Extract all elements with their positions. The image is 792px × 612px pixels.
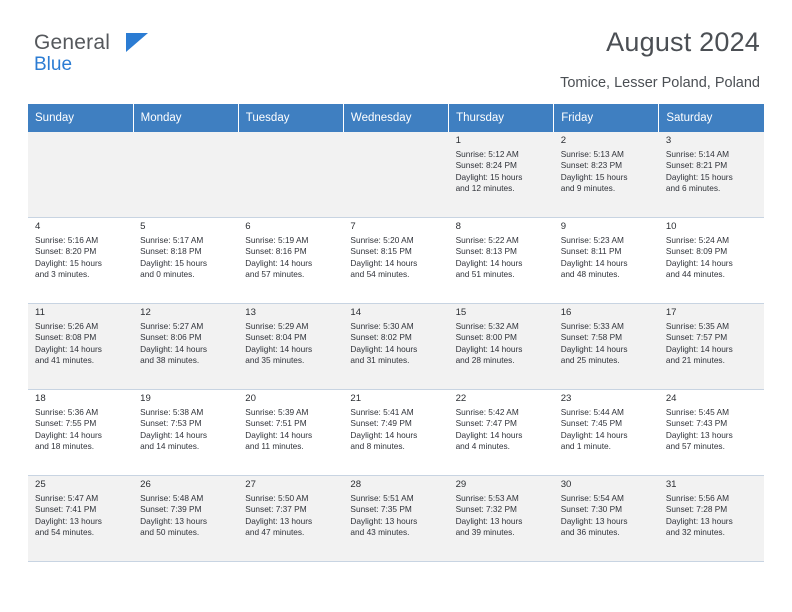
calendar-day-cell [659,132,764,218]
calendar-day-info-line: Sunrise: 5:35 AM [665,320,730,331]
calendar-day-number: 16 [560,307,572,318]
calendar-day-info [35,321,127,367]
calendar-day-info-line: Sunrise: 5:24 AM [665,234,730,245]
calendar-day-info [245,321,337,367]
calendar-day-info [666,149,758,195]
calendar-day-info [456,493,548,539]
calendar-day-info-line: Daylight: 15 hours [455,171,523,182]
calendar-day-info-line: Sunset: 7:41 PM [35,504,97,515]
triangle-logo-mark-icon [126,33,148,52]
calendar-day-info-line: and 4 minutes. [455,441,510,452]
calendar-day-cell [554,390,659,476]
calendar-day-info-line: Sunrise: 5:26 AM [35,320,99,331]
calendar-day-info [350,321,442,367]
calendar-day-info-line: Sunrise: 5:38 AM [140,406,204,417]
calendar-day-cell [28,390,133,476]
calendar-day-cell [659,476,764,562]
calendar-day-info-line: Sunset: 7:49 PM [350,418,412,429]
calendar-day-number: 3 [665,135,672,146]
calendar-day-info-line: and 1 minute. [560,441,611,452]
logo-text-blue: Blue [34,54,73,75]
calendar-day-info-line: Sunrise: 5:33 AM [560,320,624,331]
calendar-day-info-line: Sunset: 7:53 PM [140,418,202,429]
calendar-day-info-line: Sunset: 8:18 PM [140,246,202,257]
weekday-header-tuesday: Tuesday [238,104,343,132]
calendar-day-info [456,321,548,367]
calendar-day-info-line: Sunset: 8:16 PM [245,246,307,257]
calendar-day-info-line: Sunset: 8:09 PM [665,246,728,257]
calendar-day-info-line: Sunrise: 5:27 AM [140,320,204,331]
calendar-day-cell [238,390,343,476]
calendar-day-cell [449,218,554,304]
calendar-day-info-line: and 6 minutes. [665,183,721,194]
page-title: August 2024 [606,27,760,57]
calendar-table [28,104,764,562]
calendar-day-info-line: and 57 minutes. [245,269,305,280]
calendar-day-number: 5 [140,221,146,232]
calendar-day-info-line: Daylight: 14 hours [35,429,102,440]
calendar-day-cell [238,218,343,304]
calendar-day-info-line: Sunset: 7:51 PM [245,418,307,429]
calendar-cell-empty [133,132,238,218]
calendar-day-info-line: Sunrise: 5:23 AM [560,234,624,245]
calendar-day-number: 1 [455,135,461,146]
calendar-day-cell [343,390,448,476]
calendar-day-cell [554,304,659,390]
calendar-day-number: 12 [140,307,151,318]
weekday-header-monday: Monday [133,104,238,132]
weekday-header-saturday: Saturday [659,104,764,132]
calendar-day-info-line: Sunrise: 5:19 AM [245,234,309,245]
calendar-day-info-line: Sunrise: 5:45 AM [665,406,730,417]
calendar-day-info-line: and 14 minutes. [140,441,200,452]
calendar-day-cell [449,390,554,476]
calendar-day-info-line: and 31 minutes. [350,355,410,366]
calendar-cell-empty [28,132,133,218]
calendar-day-info [666,493,758,539]
calendar-day-info [666,407,758,453]
calendar-day-info-line: Daylight: 13 hours [665,515,733,526]
calendar-day-info-line: and 35 minutes. [245,355,305,366]
weekday-header-sunday: Sunday [28,104,133,132]
calendar-day-info-line: Sunset: 8:04 PM [245,332,307,343]
weekday-header-friday: Friday [554,104,659,132]
calendar-day-info-line: Sunrise: 5:29 AM [245,320,309,331]
calendar-day-info-line: and 3 minutes. [35,269,90,280]
calendar-day-number: 22 [455,393,467,404]
calendar-day-info-line: Sunset: 8:20 PM [35,246,97,257]
calendar-day-info-line: and 8 minutes. [350,441,405,452]
calendar-day-info-line: and 41 minutes. [35,355,95,366]
calendar-day-info-line: Daylight: 15 hours [140,257,208,268]
calendar-day-info-line: and 12 minutes. [455,183,515,194]
calendar-day-info-line: Daylight: 14 hours [245,429,313,440]
calendar-day-info-line: Daylight: 13 hours [350,515,418,526]
calendar-day-info-line: and 47 minutes. [245,527,305,538]
calendar-day-info-line: Sunrise: 5:56 AM [665,492,730,503]
calendar-day-info-line: Sunset: 8:24 PM [455,160,517,171]
calendar-day-info-line: Daylight: 14 hours [665,343,733,354]
calendar-day-info-line: Daylight: 13 hours [245,515,313,526]
calendar-day-number: 31 [665,479,677,490]
calendar-day-cell [554,132,659,218]
calendar-day-number: 15 [455,307,467,318]
calendar-day-info-line: and 51 minutes. [455,269,515,280]
calendar-day-info-line: Sunset: 7:37 PM [245,504,307,515]
calendar-day-info [35,235,127,281]
calendar-day-number: 18 [35,393,46,404]
calendar-day-info-line: and 36 minutes. [560,527,620,538]
calendar-day-info [140,407,232,453]
calendar-day-info-line: Sunrise: 5:54 AM [560,492,624,503]
calendar-day-cell [238,476,343,562]
calendar-day-info-line: Sunrise: 5:41 AM [350,406,414,417]
calendar-cell-empty [343,132,448,218]
calendar-day-cell [133,476,238,562]
weekday-header-thursday: Thursday [449,104,554,132]
calendar-day-info-line: Daylight: 14 hours [140,429,208,440]
calendar-day-number: 27 [245,479,256,490]
logo[interactable] [34,32,154,78]
calendar-day-cell [343,218,448,304]
calendar-week-row [28,390,764,476]
calendar-day-info-line: Daylight: 13 hours [665,429,733,440]
calendar-day-info [561,235,653,281]
calendar-day-info-line: Daylight: 13 hours [560,515,628,526]
page-location: Tomice, Lesser Poland, Poland [560,75,760,91]
calendar-day-info-line: and 54 minutes. [35,527,95,538]
calendar-day-info-line: Sunset: 7:39 PM [140,504,202,515]
calendar-day-number: 2 [560,135,567,146]
calendar-day-info-line: Sunset: 7:43 PM [665,418,728,429]
calendar-day-number: 23 [560,393,572,404]
calendar-day-info-line: Daylight: 14 hours [350,343,418,354]
calendar-day-info-line: Daylight: 14 hours [350,257,418,268]
calendar-day-info-line: Sunset: 7:47 PM [455,418,517,429]
calendar-day-number: 21 [350,393,362,404]
calendar-week-row [28,304,764,390]
calendar-day-info [456,235,548,281]
calendar-day-number: 10 [665,221,677,232]
calendar-day-info-line: and 18 minutes. [35,441,95,452]
calendar-day-info-line: Sunset: 7:45 PM [560,418,623,429]
calendar-day-cell [343,304,448,390]
calendar-day-info-line: and 57 minutes. [665,441,725,452]
calendar-day-info [561,407,653,453]
calendar-day-cell [28,476,133,562]
calendar-day-cell [554,476,659,562]
calendar-day-info [456,407,548,453]
calendar-day-number: 4 [35,221,41,232]
calendar-day-info-line: Sunset: 8:23 PM [560,160,623,171]
calendar-day-info [561,149,653,195]
calendar-day-info-line: and 44 minutes. [665,269,725,280]
calendar-day-info-line: Sunset: 7:30 PM [560,504,623,515]
calendar-day-info [561,493,653,539]
calendar-day-info-line: Sunset: 7:57 PM [665,332,728,343]
calendar-day-info-line: Sunset: 7:55 PM [35,418,97,429]
calendar-day-number: 13 [245,307,256,318]
calendar-day-info-line: and 54 minutes. [350,269,410,280]
calendar-day-cell [343,476,448,562]
calendar-day-cell [449,476,554,562]
calendar-day-info-line: Sunset: 7:28 PM [665,504,728,515]
calendar-day-info-line: Daylight: 15 hours [35,257,102,268]
calendar-day-number: 24 [665,393,677,404]
calendar-day-info-line: Sunrise: 5:47 AM [35,492,99,503]
calendar-day-cell [28,218,133,304]
calendar-day-info [666,235,758,281]
calendar-day-info [140,321,232,367]
calendar-day-number: 26 [140,479,151,490]
calendar-day-number: 20 [245,393,256,404]
calendar-day-info [140,493,232,539]
calendar-day-info-line: Sunset: 8:00 PM [455,332,517,343]
calendar-day-cell [449,304,554,390]
calendar-day-cell [133,218,238,304]
calendar-day-info-line: Daylight: 14 hours [350,429,418,440]
calendar-day-info [350,235,442,281]
calendar-day-number: 28 [350,479,362,490]
calendar-day-info-line: Daylight: 15 hours [665,171,733,182]
calendar-day-info-line: Daylight: 14 hours [560,257,628,268]
calendar-day-info [35,407,127,453]
calendar-week-row [28,218,764,304]
page-header [28,0,764,96]
calendar-day-info-line: Sunrise: 5:53 AM [455,492,519,503]
calendar-day-info-line: Sunrise: 5:30 AM [350,320,414,331]
calendar-day-info-line: Sunrise: 5:16 AM [35,234,99,245]
logo-text-general: General [34,31,111,54]
calendar-day-info [245,407,337,453]
calendar-day-info-line: Daylight: 14 hours [245,257,313,268]
calendar-day-info-line: Sunrise: 5:44 AM [560,406,624,417]
calendar-day-info-line: and 11 minutes. [245,441,304,452]
calendar-day-number: 29 [455,479,467,490]
calendar-day-info-line: Sunset: 7:32 PM [455,504,517,515]
calendar-day-number: 19 [140,393,151,404]
weekday-header-row [28,104,764,132]
calendar-day-info-line: and 9 minutes. [560,183,616,194]
calendar-day-info-line: Sunset: 7:35 PM [350,504,412,515]
calendar-day-cell [133,390,238,476]
calendar-day-info-line: Sunrise: 5:51 AM [350,492,414,503]
calendar-day-info-line: Sunrise: 5:32 AM [455,320,519,331]
calendar-day-info-line: Daylight: 14 hours [245,343,313,354]
calendar-day-number: 14 [350,307,362,318]
weekday-header-wednesday: Wednesday [343,104,448,132]
calendar-day-info-line: Daylight: 14 hours [560,429,628,440]
calendar-day-cell [554,218,659,304]
calendar-week-row [28,132,764,218]
calendar-day-info-line: and 32 minutes. [665,527,725,538]
calendar-day-info-line: Sunrise: 5:20 AM [350,234,414,245]
calendar-day-info-line: Sunset: 8:02 PM [350,332,412,343]
calendar-day-info-line: Sunrise: 5:42 AM [455,406,519,417]
calendar-day-info-line: Sunset: 8:08 PM [35,332,97,343]
calendar-day-info-line: Daylight: 14 hours [35,343,102,354]
calendar-day-info [456,149,548,195]
calendar-day-info [140,235,232,281]
calendar-day-info-line: Daylight: 13 hours [35,515,102,526]
calendar-day-info-line: Sunrise: 5:36 AM [35,406,99,417]
calendar-day-info-line: Sunset: 8:06 PM [140,332,202,343]
calendar-day-info [561,321,653,367]
calendar-day-info-line: and 38 minutes. [140,355,200,366]
calendar-day-info-line: and 48 minutes. [560,269,620,280]
calendar-day-info [666,321,758,367]
calendar-day-info-line: Daylight: 14 hours [455,343,523,354]
calendar-day-info-line: and 50 minutes. [140,527,200,538]
calendar-day-info-line: Sunrise: 5:39 AM [245,406,309,417]
calendar-day-info-line: Daylight: 15 hours [560,171,628,182]
calendar-day-info-line: and 39 minutes. [455,527,515,538]
calendar-day-info-line: and 43 minutes. [350,527,410,538]
calendar-day-info-line: and 0 minutes. [140,269,195,280]
calendar-day-info-line: Sunrise: 5:14 AM [665,148,730,159]
calendar-day-number: 11 [35,307,45,318]
calendar-day-info [350,493,442,539]
calendar-day-info-line: Daylight: 14 hours [455,429,523,440]
calendar-day-info-line: Daylight: 14 hours [140,343,208,354]
calendar-cell-empty [238,132,343,218]
calendar-day-info-line: Sunrise: 5:22 AM [455,234,519,245]
calendar-day-info-line: Sunrise: 5:50 AM [245,492,309,503]
calendar-day-info [35,493,127,539]
calendar-day-info-line: Sunrise: 5:12 AM [455,148,519,159]
calendar-day-info-line: and 21 minutes. [665,355,725,366]
calendar-day-cell [238,304,343,390]
calendar-day-info-line: Daylight: 14 hours [560,343,628,354]
calendar-day-number: 6 [245,221,251,232]
calendar-day-number: 7 [350,221,356,232]
calendar-day-info-line: and 28 minutes. [455,355,515,366]
calendar-day-info-line: Sunset: 8:15 PM [350,246,412,257]
calendar-day-info-line: Daylight: 13 hours [140,515,208,526]
calendar-day-cell [28,304,133,390]
calendar-week-row [28,476,764,562]
calendar-day-info-line: Sunrise: 5:17 AM [140,234,204,245]
calendar-day-info-line: Sunset: 7:58 PM [560,332,623,343]
calendar-day-number: 17 [665,307,677,318]
calendar-day-info-line: Daylight: 14 hours [665,257,733,268]
calendar-day-info-line: Daylight: 13 hours [455,515,523,526]
calendar-day-cell [659,304,764,390]
calendar-day-info-line: and 25 minutes. [560,355,620,366]
calendar-day-info-line: Sunrise: 5:48 AM [140,492,204,503]
calendar-day-number: 8 [455,221,461,232]
calendar-day-info [245,235,337,281]
calendar-day-cell [133,304,238,390]
calendar-day-info [245,493,337,539]
calendar-day-cell [659,390,764,476]
calendar-day-number: 30 [560,479,572,490]
calendar-day-info-line: Sunset: 8:11 PM [560,246,622,257]
calendar-day-number: 25 [35,479,46,490]
calendar-day-info-line: Daylight: 14 hours [455,257,523,268]
calendar-day-info-line: Sunset: 8:21 PM [665,160,728,171]
calendar-day-cell [449,132,554,218]
calendar-day-info-line: Sunset: 8:13 PM [455,246,517,257]
calendar-day-info-line: Sunrise: 5:13 AM [560,148,624,159]
calendar-day-number: 9 [560,221,567,232]
calendar-day-info [350,407,442,453]
calendar-day-cell [659,218,764,304]
